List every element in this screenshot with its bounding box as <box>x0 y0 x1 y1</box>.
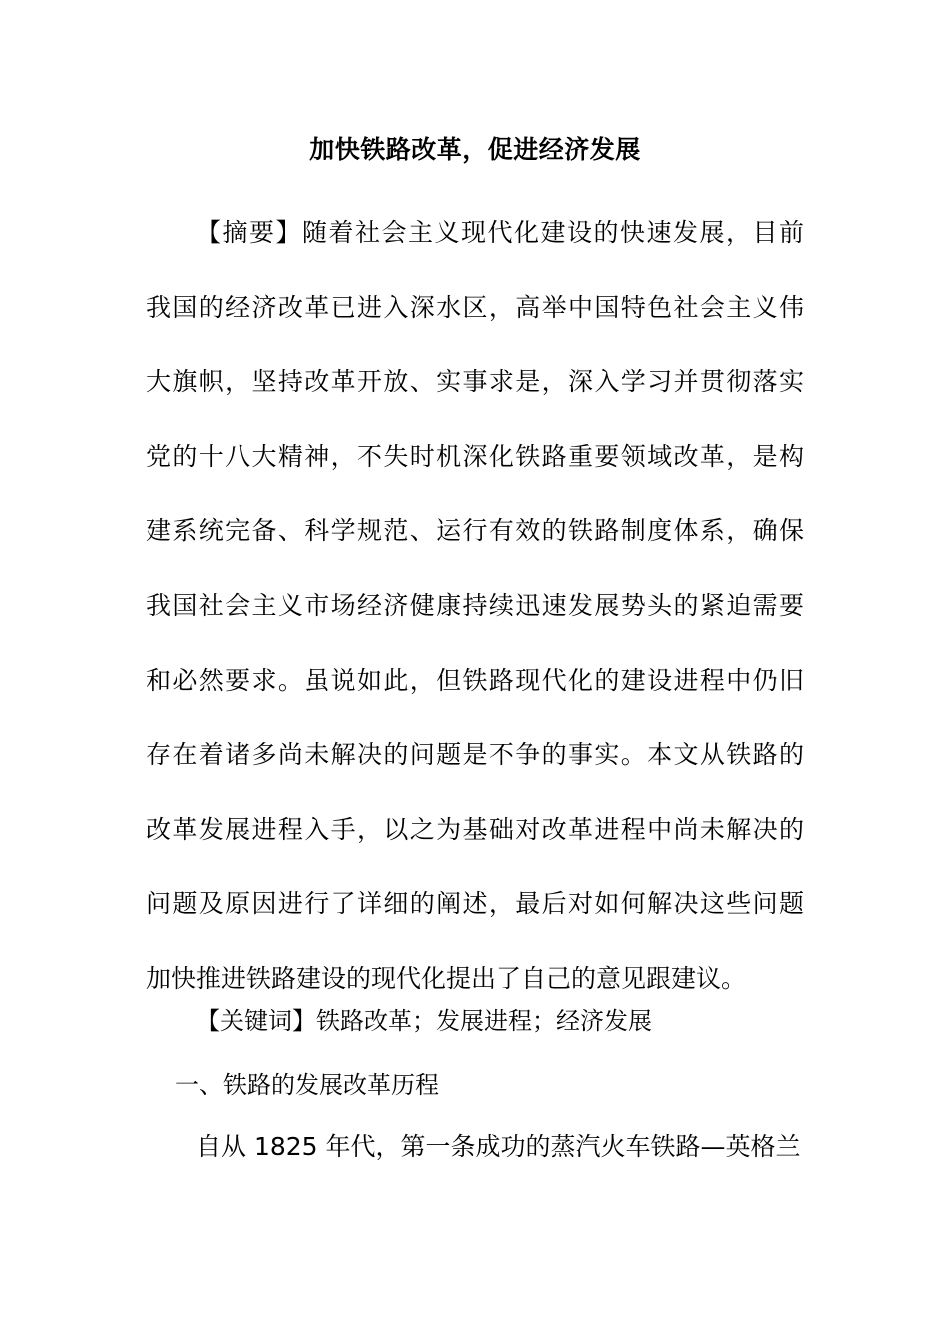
abstract-line: 存在着诸多尚未解决的问题是不争的事实。本文从铁路的 <box>146 740 804 770</box>
abstract-line: 党的十八大精神，不失时机深化铁路重要领域改革，是构 <box>146 441 804 471</box>
abstract-paragraph <box>146 196 804 1017</box>
abstract-line: 【摘要】随着社会主义现代化建设的快速发展，目前 <box>196 218 804 247</box>
abstract-line: 我国社会主义市场经济健康持续迅速发展势头的紧迫需要 <box>146 590 804 620</box>
keywords-line: 【关键词】铁路改革；发展进程；经济发展 <box>196 1007 652 1035</box>
abstract-line: 我国的经济改革已进入深水区，高举中国特色社会主义伟 <box>146 292 804 322</box>
abstract-line: 建系统完备、科学规范、运行有效的铁路制度体系，确保 <box>146 516 804 546</box>
abstract-line: 和必然要求。虽说如此，但铁路现代化的建设进程中仍旧 <box>146 665 804 695</box>
section-heading: 一、铁路的发展改革历程 <box>175 1071 439 1099</box>
abstract-line: 问题及原因进行了详细的阐述，最后对如何解决这些问题 <box>146 889 804 919</box>
abstract-line: 大旗帜，坚持改革开放、实事求是，深入学习并贯彻落实 <box>146 367 804 397</box>
abstract-line: 加快推进铁路建设的现代化提出了自己的意见跟建议。 <box>146 963 747 993</box>
body-paragraph-first-line: 自从 1825 年代，第一条成功的蒸汽火车铁路—英格兰 <box>196 1132 801 1161</box>
document-title: 加快铁路改革，促进经济发展 <box>309 135 641 164</box>
abstract-line: 改革发展进程入手，以之为基础对改革进程中尚未解决的 <box>146 814 804 844</box>
